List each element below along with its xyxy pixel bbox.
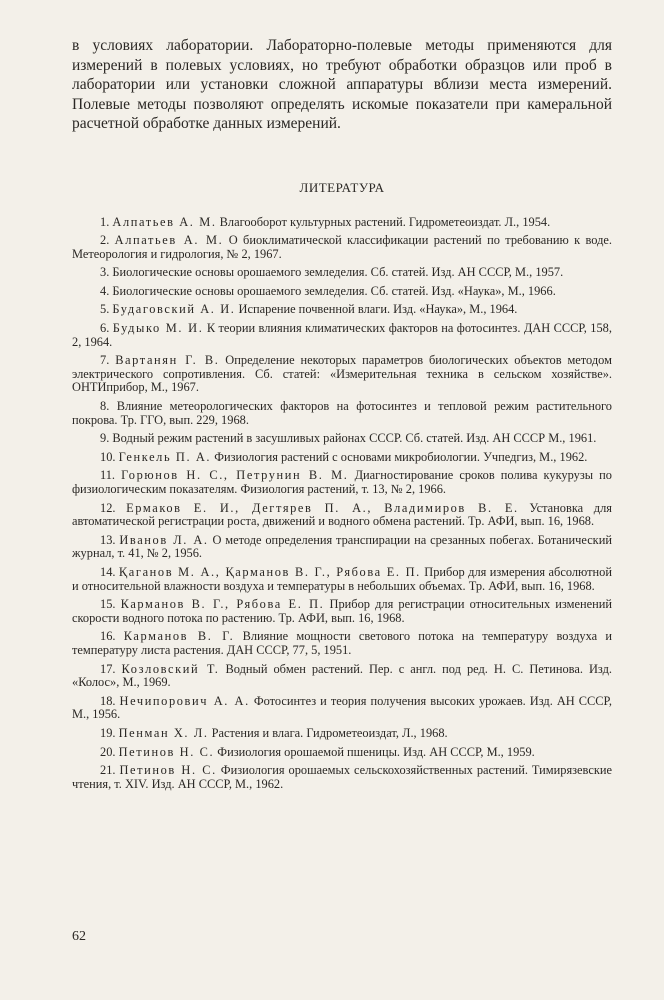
reference-item	[72, 534, 612, 561]
reference-text: Физиология растений с основами микробиологии. Учпедгиз, М., 1962.	[211, 449, 588, 464]
reference-number: 2.	[100, 233, 110, 248]
reference-text: Физиология орошаемых сельскохозяйственных растений. Тимирязевские чтения, т. XIV. Изд. АН СССР, М., 1962.	[72, 763, 612, 791]
reference-text: Водный обмен растений. Пер. с англ. под ред. Н. С. Петинова. Изд. «Колос», М., 1969.	[72, 661, 612, 690]
reference-author: Генкель П. А.	[118, 449, 212, 464]
reference-item	[72, 400, 612, 427]
reference-number: 14.	[100, 564, 116, 579]
reference-text: Биологические основы орошаемого земледелия. Сб. статей. Изд. «Наука», М., 1966.	[112, 283, 556, 298]
reference-number: 19.	[100, 725, 116, 740]
reference-number: 13.	[100, 532, 116, 547]
reference-author: Будыко М. И.	[112, 321, 204, 336]
reference-text: О биоклиматической классификации растений по требованию к воде. Метеорология и гидрология, № 2, 1967.	[72, 233, 612, 261]
reference-author: Горюнов Н. С., Петрунин В. М.	[121, 468, 349, 483]
reference-item	[72, 663, 612, 690]
reference-author: Ермаков Е. И., Дегтярев П. А., Владимиров В. Е.	[126, 500, 519, 515]
reference-item	[72, 216, 612, 230]
reference-author: Козловский Т.	[121, 661, 220, 676]
reference-text: Растения и влага. Гидрометеоиздат, Л., 1968.	[208, 725, 448, 740]
reference-number: 1.	[100, 214, 110, 229]
reference-item	[72, 630, 612, 657]
reference-number: 18.	[100, 693, 116, 708]
reference-item	[72, 234, 612, 261]
reference-author: Вартанян Г. В.	[115, 353, 220, 368]
reference-author: Пенман Х. Л.	[118, 725, 209, 740]
reference-text: Фотосинтез и теория получения высоких урожаев. Изд. АН СССР, М., 1956.	[72, 693, 612, 722]
reference-text: Влияние метеорологических факторов на фотосинтез и тепловой режим растительного покрова. Тр. ГГО, вып. 229, 1968.	[72, 399, 612, 427]
reference-item	[72, 322, 612, 349]
reference-item	[72, 451, 612, 465]
reference-number: 12.	[100, 500, 116, 515]
page-number: 62	[72, 929, 86, 944]
page-body	[72, 36, 612, 796]
reference-number: 20.	[100, 744, 116, 759]
reference-text: Установка для автоматической регистрации роста, движений и водного обмена растений. Тр. АФИ, вып. 16, 1968.	[72, 500, 612, 529]
reference-number: 4.	[100, 283, 110, 298]
reference-item	[72, 502, 612, 529]
reference-author: Карманов В. Г.	[123, 629, 235, 644]
reference-item	[72, 764, 612, 791]
reference-text: Прибор для измерения абсолютной и относительной влажности воздуха и температуры в небольших объемах. Тр. АФИ, вып. 16, 1968.	[72, 564, 612, 593]
reference-number: 8.	[100, 399, 110, 414]
reference-text: О методе определения транспирации на срезанных побегах. Ботанический журнал, т. 41, № 2, 1956.	[72, 532, 612, 561]
reference-item	[72, 354, 612, 395]
reference-item	[72, 266, 612, 280]
reference-item	[72, 285, 612, 299]
reference-text: Определение некоторых параметров биологических объектов методом электрического сопротивления. Сб. статей: «Измерительная техника в сельском хозяйстве». ОНТИприбор, М., 1967.	[72, 353, 612, 395]
reference-number: 9.	[100, 431, 110, 446]
reference-number: 10.	[100, 449, 116, 464]
reference-author: Нечипорович А. А.	[119, 693, 250, 708]
reference-text: Влияние мощности светового потока на температуру воздуха и температуру листа растения. ДАН СССР, 77, 5, 1951.	[72, 629, 612, 657]
reference-number: 17.	[100, 661, 116, 676]
reference-number: 7.	[100, 353, 110, 368]
reference-text: Диагностирование сроков полива кукурузы по физиологическим показателям. Физиология растений, т. 13, № 2, 1966.	[72, 468, 612, 496]
reference-text: К теории влияния климатических факторов на фотосинтез. ДАН СССР, 158, 2, 1964.	[72, 321, 612, 349]
reference-text: Прибор для регистрации относительных изменений скорости водного потока по растению. Тр. АФИ, вып. 16, 1968.	[72, 597, 613, 625]
reference-item	[72, 727, 612, 741]
reference-number: 11.	[100, 468, 116, 483]
reference-author: Петинов Н. С.	[119, 763, 217, 778]
reference-text: Физиология орошаемой пшеницы. Изд. АН СССР, М., 1959.	[214, 744, 535, 759]
reference-text: Биологические основы орошаемого земледелия. Сб. статей. Изд. АН СССР, М., 1957.	[112, 265, 564, 280]
reference-author: Карманов В. Г., Рябова Е. П.	[120, 597, 325, 612]
reference-number: 16.	[100, 629, 116, 644]
reference-item	[72, 566, 612, 593]
reference-number: 5.	[100, 302, 110, 317]
section-heading: ЛИТЕРАТУРА	[299, 179, 385, 195]
reference-text: Водный режим растений в засушливых районах СССР. Сб. статей. Изд. АН СССР М., 1961.	[112, 431, 597, 446]
reference-author: Петинов Н. С.	[118, 744, 215, 759]
reference-number: 6.	[100, 321, 110, 336]
reference-author: Иванов Л. А.	[119, 532, 209, 547]
intro-paragraph: в условиях лаборатории. Лабораторно-полевые методы применяются для измерений в полевых условиях, но требуют обработки образцов или проб в лаборатории или установки сложной аппаратуры вблизи места измерений. Полевые методы позволяют определять искомые показатели при камеральной расчетной обработке данных измерений.	[72, 37, 612, 132]
reference-item	[72, 469, 612, 496]
reference-item	[72, 598, 612, 625]
reference-author: Қаганов М. А., Қарманов В. Г., Рябова Е. П.	[118, 564, 421, 579]
reference-text: Влагооборот культурных растений. Гидрометеоиздат. Л., 1954.	[216, 214, 551, 229]
reference-list	[72, 216, 612, 792]
reference-author: Алпатьев А. М.	[112, 214, 217, 229]
reference-number: 15.	[100, 597, 116, 612]
reference-text: Испарение почвенной влаги. Изд. «Наука», М., 1964.	[235, 302, 518, 317]
reference-author: Будаговский А. И.	[112, 302, 236, 317]
reference-number: 21.	[100, 763, 116, 778]
reference-author: Алпатьев А. М.	[114, 233, 224, 248]
reference-item	[72, 746, 612, 760]
reference-item	[72, 432, 612, 446]
reference-number: 3.	[100, 265, 110, 280]
reference-item	[72, 695, 612, 722]
reference-item	[72, 303, 612, 317]
